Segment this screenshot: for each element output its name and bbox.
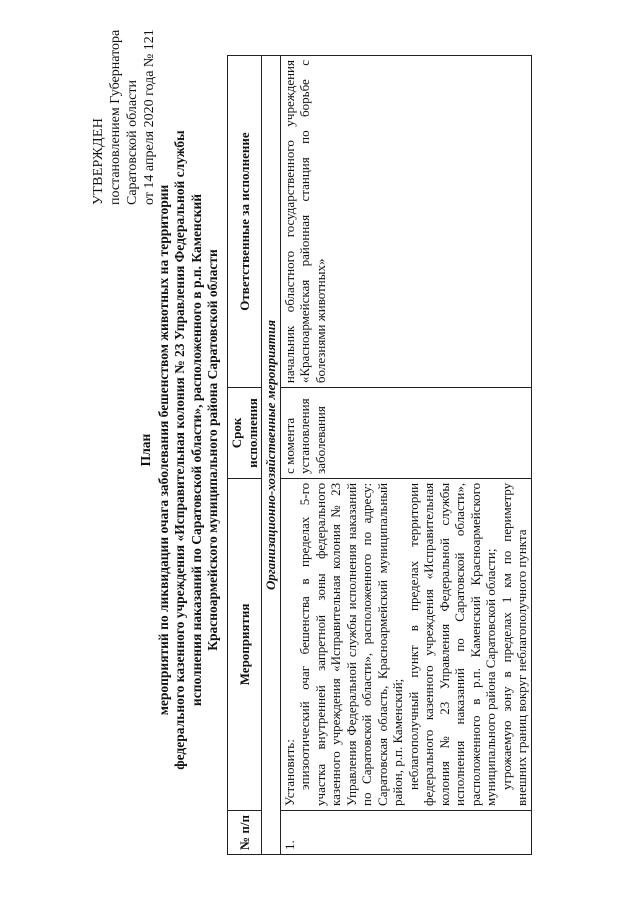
row-term: с момента установления заболевания: [280, 388, 531, 479]
row-num: 1.: [280, 810, 531, 854]
plan-table: [227, 55, 532, 855]
title-plan: План: [138, 433, 153, 467]
event-paragraph-2: неблагополучный пункт в пределах территории федерального казенного учреждения «Исправительная колония № 23 Управления Федеральной службы исполнения наказаний по Саратовской области», расположенного в р.п. Каменский Красноармейского муниципального района Саратовской области;: [405, 482, 498, 806]
event-paragraph-1: эпизоотический очаг бешенства в пределах 5-го участка внутренней запретной зоны федерального казенного учреждения «Исправительная колония № 23 Управления Федеральной службы исполнения наказаний по Саратовской области», расположенного по адресу: Саратовская область, Красноармейский муниципальный район, р.п. Каменский;: [297, 482, 405, 806]
title-line-1: мероприятий по ликвидации очага заболевания бешенством животных на территории: [155, 184, 171, 716]
header-num: № п/п: [228, 810, 262, 854]
section-row: [262, 56, 281, 855]
table-row: [280, 56, 531, 855]
approval-line-3: от 14 апреля 2020 года № 121: [142, 29, 157, 205]
approval-heading: УТВЕРЖДЕН: [91, 117, 106, 205]
event-paragraph-3: угрожаемую зону в пределах 1 км по периметру внешних границ вокруг неблагополучного пункта: [498, 482, 529, 806]
title-line-4: Красноармейского муниципального района Саратовской области: [205, 249, 220, 651]
row-event: [280, 478, 531, 810]
event-intro: Установить:: [281, 739, 297, 806]
table-header-row: [228, 56, 262, 855]
header-term: Срок исполнения: [228, 388, 262, 479]
header-responsible: Ответственные за исполнение: [228, 56, 262, 388]
title-line-3: исполнения наказаний по Саратовской области», расположенного в р.п. Каменский: [188, 193, 204, 707]
title-line-2: федерального казенного учреждения «Исправительная колония № 23 Управления Федеральной службы: [172, 130, 187, 770]
section-title: Организационно-хозяйственные мероприятия: [262, 56, 281, 855]
document-title: [138, 45, 222, 855]
approval-line-1: постановлением Губернатора: [108, 29, 123, 205]
header-event: Мероприятия: [228, 478, 262, 810]
document-page: [50, 29, 550, 855]
row-responsible: начальник областного государственного учреждения «Красноармейская районная станция по борьбе с болезнями животных»: [280, 56, 531, 388]
approval-line-2: Саратовской области: [125, 80, 140, 205]
